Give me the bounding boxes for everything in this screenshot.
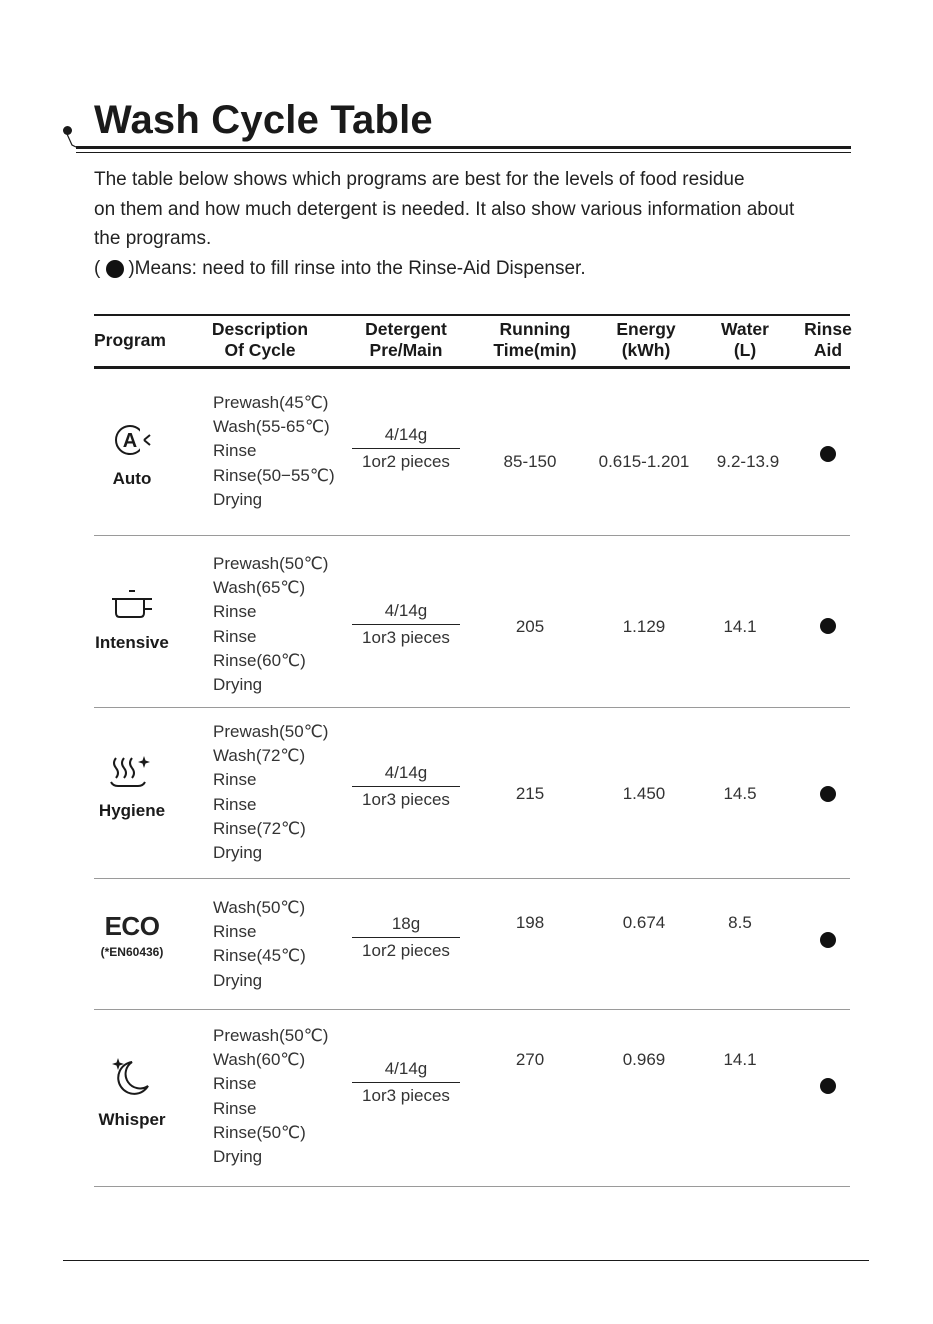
header-detergent-line1: Detergent bbox=[365, 319, 447, 339]
title-rule bbox=[76, 146, 851, 149]
water-value: 14.1 bbox=[723, 1050, 757, 1069]
cycle-step: Wash(65℃) bbox=[213, 578, 306, 598]
table-row bbox=[102, 589, 162, 630]
cycle-step: Rinse bbox=[213, 626, 257, 646]
header-program-label: Program bbox=[94, 330, 166, 350]
running-time: 270 bbox=[515, 1050, 545, 1069]
detergent-cell bbox=[352, 425, 460, 472]
table-header-rule bbox=[94, 366, 850, 369]
rinse-aid-dot-icon bbox=[820, 932, 836, 948]
cycle-step: Rinse(50℃) bbox=[213, 1122, 306, 1142]
cycle-description bbox=[213, 1024, 328, 1169]
auto-a-icon bbox=[102, 418, 162, 462]
program-name: Intensive bbox=[95, 633, 169, 652]
page-title: Wash Cycle Table bbox=[94, 98, 433, 142]
detergent-pieces: 1or3 pieces bbox=[362, 1086, 450, 1105]
header-description-line2: Of Cycle bbox=[224, 340, 296, 360]
cycle-step: Drying bbox=[213, 489, 263, 509]
header-water-line2: (L) bbox=[733, 340, 757, 360]
table-row bbox=[102, 418, 162, 467]
svg-text:A: A bbox=[122, 430, 138, 452]
detergent-amount: 4/14g bbox=[352, 601, 460, 625]
legend-open-paren: ( bbox=[94, 258, 101, 280]
rinse-aid-dot-icon bbox=[820, 1078, 836, 1094]
detergent-cell bbox=[352, 601, 460, 648]
table-top-rule bbox=[94, 314, 850, 316]
running-time: 198 bbox=[515, 913, 545, 932]
legend-line bbox=[94, 254, 854, 284]
cycle-step: Wash(55-65℃) bbox=[213, 417, 330, 437]
cycle-step: Prewash(50℃) bbox=[213, 1026, 329, 1045]
detergent-cell bbox=[352, 1059, 460, 1106]
detergent-pieces: 1or2 pieces bbox=[362, 452, 450, 471]
cycle-step: Rinse(72℃) bbox=[213, 818, 306, 838]
running-time: 205 bbox=[515, 617, 545, 636]
cycle-step: Rinse bbox=[213, 770, 257, 790]
header-detergent-line2: Pre/Main bbox=[369, 340, 443, 360]
detergent-cell bbox=[352, 763, 460, 810]
energy-value: 0.969 bbox=[622, 1050, 666, 1069]
header-water bbox=[705, 319, 785, 361]
row-divider bbox=[94, 707, 850, 708]
energy-value: 0.615-1.201 bbox=[598, 452, 690, 471]
water-value: 9.2-13.9 bbox=[716, 452, 780, 471]
running-time: 85-150 bbox=[503, 452, 557, 471]
cycle-step: Prewash(45℃) bbox=[213, 393, 329, 412]
energy-value: 1.129 bbox=[622, 617, 666, 636]
program-name: Hygiene bbox=[98, 801, 166, 820]
water-value: 14.5 bbox=[723, 784, 757, 803]
intro-line: the programs. bbox=[94, 228, 212, 250]
detergent-amount: 18g bbox=[352, 914, 460, 938]
detergent-amount: 4/14g bbox=[352, 763, 460, 787]
table-row bbox=[102, 752, 162, 797]
cycle-step: Rinse(45℃) bbox=[213, 946, 306, 966]
header-rinse-line1: Rinse bbox=[804, 319, 852, 339]
pot-icon bbox=[102, 589, 162, 625]
detergent-pieces: 1or2 pieces bbox=[362, 941, 450, 960]
eco-standard-label: (*EN60436) bbox=[100, 945, 164, 959]
detergent-pieces: 1or3 pieces bbox=[362, 628, 450, 647]
detergent-amount: 4/14g bbox=[352, 1059, 460, 1083]
cycle-step: Rinse bbox=[213, 441, 257, 461]
row-divider bbox=[94, 1009, 850, 1010]
rinse-aid-dot-icon bbox=[106, 260, 124, 278]
row-divider bbox=[94, 535, 850, 536]
cycle-step: Rinse bbox=[213, 794, 257, 814]
header-running-time bbox=[480, 319, 590, 361]
header-energy-line2: (kWh) bbox=[621, 340, 671, 360]
rinse-aid-dot-icon bbox=[820, 786, 836, 802]
cycle-step: Rinse(50−55℃) bbox=[213, 465, 335, 485]
header-description bbox=[200, 319, 320, 361]
row-divider bbox=[94, 878, 850, 879]
header-energy bbox=[600, 319, 692, 361]
cycle-description bbox=[213, 391, 335, 512]
cycle-step: Drying bbox=[213, 843, 263, 863]
steam-sparkle-icon bbox=[102, 752, 162, 792]
detergent-pieces: 1or3 pieces bbox=[362, 790, 450, 809]
cycle-step: Drying bbox=[213, 675, 263, 695]
rinse-aid-dot-icon bbox=[820, 618, 836, 634]
program-name: Whisper bbox=[98, 1110, 166, 1129]
detergent-cell bbox=[352, 914, 460, 961]
cycle-step: Wash(72℃) bbox=[213, 746, 306, 766]
table-row bbox=[102, 1056, 162, 1105]
header-detergent bbox=[350, 319, 462, 361]
header-rinse-line2: Aid bbox=[813, 340, 843, 360]
footer-rule bbox=[63, 1260, 869, 1261]
moon-star-icon bbox=[102, 1056, 162, 1100]
title-rule-thin bbox=[76, 152, 851, 153]
intro-line: on them and how much detergent is needed. It also show various information about bbox=[94, 198, 795, 220]
cycle-step: Prewash(50℃) bbox=[213, 722, 329, 741]
intro-text bbox=[94, 165, 854, 284]
cycle-step: Rinse bbox=[213, 922, 257, 942]
header-running-line1: Running bbox=[499, 319, 571, 339]
program-name: Auto bbox=[112, 469, 152, 488]
energy-value: 0.674 bbox=[622, 913, 666, 932]
cycle-step: Drying bbox=[213, 1147, 263, 1167]
eco-text-icon: ECO bbox=[104, 911, 160, 941]
header-water-line1: Water bbox=[721, 319, 769, 339]
header-energy-line1: Energy bbox=[616, 319, 676, 339]
rinse-aid-dot-icon bbox=[820, 446, 836, 462]
cycle-step: Wash(50℃) bbox=[213, 898, 306, 917]
header-rinse-aid bbox=[798, 319, 858, 361]
cycle-step: Prewash(50℃) bbox=[213, 554, 329, 573]
intro-line: The table below shows which programs are best for the levels of food residue bbox=[94, 169, 745, 190]
running-time: 215 bbox=[515, 784, 545, 803]
cycle-step: Rinse bbox=[213, 602, 257, 622]
cycle-step: Wash(60℃) bbox=[213, 1050, 306, 1070]
header-running-line2: Time(min) bbox=[493, 340, 577, 360]
cycle-step: Rinse(60℃) bbox=[213, 650, 306, 670]
water-value: 14.1 bbox=[723, 617, 757, 636]
cycle-step: Rinse bbox=[213, 1098, 257, 1118]
detergent-amount: 4/14g bbox=[352, 425, 460, 449]
legend-text: )Means: need to fill rinse into the Rinse-Aid Dispenser. bbox=[128, 258, 586, 280]
cycle-step: Rinse bbox=[213, 1074, 257, 1094]
cycle-step: Drying bbox=[213, 970, 263, 990]
cycle-description bbox=[213, 896, 306, 993]
energy-value: 1.450 bbox=[622, 784, 666, 803]
header-description-line1: Description bbox=[211, 319, 309, 339]
row-divider bbox=[94, 1186, 850, 1187]
cycle-description bbox=[213, 720, 328, 865]
cycle-description bbox=[213, 552, 328, 697]
header-program bbox=[94, 330, 170, 351]
title-hook-icon bbox=[66, 134, 76, 148]
water-value: 8.5 bbox=[728, 913, 752, 932]
